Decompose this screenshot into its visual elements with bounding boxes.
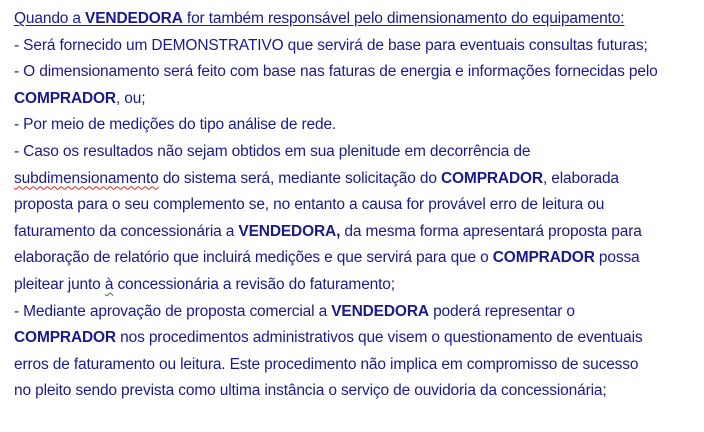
bold-vendedora: VENDEDORA, bbox=[238, 222, 341, 240]
line-text: , elaborada bbox=[542, 169, 619, 187]
paragraph-line-9 bbox=[14, 245, 698, 272]
document-body bbox=[14, 6, 698, 405]
line-text: proposta para o seu complemento se, no entanto a causa for provável erro de leitura ou bbox=[14, 196, 605, 214]
paragraph-line-8 bbox=[14, 219, 698, 246]
line-text: - O dimensionamento será feito com base nas faturas de energia e informações fornecidas pelo bbox=[14, 63, 658, 81]
paragraph-line-5 bbox=[14, 139, 698, 166]
line-text: - Mediante aprovação de proposta comercial a bbox=[14, 302, 332, 320]
line-text: possa bbox=[594, 249, 640, 267]
grammar-flagged-word[interactable]: à bbox=[104, 275, 114, 293]
paragraph-line-3 bbox=[14, 86, 698, 113]
section-heading bbox=[14, 6, 698, 33]
line-text: - Será fornecido um DEMONSTRATIVO que servirá de base para eventuais consultas futuras; bbox=[14, 36, 648, 54]
paragraph-line-1 bbox=[14, 33, 698, 60]
bold-comprador: COMPRADOR bbox=[14, 89, 116, 107]
line-text: concessionária a revisão do faturamento; bbox=[113, 275, 395, 293]
bold-comprador: COMPRADOR bbox=[440, 169, 543, 187]
heading-bold-vendedora: VENDEDORA bbox=[85, 10, 183, 27]
bold-comprador: COMPRADOR bbox=[14, 329, 116, 347]
bold-comprador: COMPRADOR bbox=[492, 249, 595, 267]
line-text: - Por meio de medições do tipo análise de rede. bbox=[14, 116, 337, 134]
line-text: erros de faturamento ou leitura. Este procedimento não implica em compromisso de sucesso bbox=[14, 355, 639, 373]
paragraph-line-13 bbox=[14, 352, 698, 379]
line-text: do sistema será, mediante solicitação do bbox=[158, 169, 441, 187]
line-text: poderá representar o bbox=[428, 302, 575, 320]
line-text: - Caso os resultados não sejam obtidos em sua plenitude em decorrência de bbox=[14, 142, 531, 160]
paragraph-line-6 bbox=[14, 166, 698, 193]
line-text: nos procedimentos administrativos que visem o questionamento de eventuais bbox=[115, 329, 643, 347]
paragraph-line-10 bbox=[14, 272, 698, 299]
line-text: faturamento da concessionária a bbox=[14, 222, 239, 240]
paragraph-line-12 bbox=[14, 325, 698, 352]
line-text: , ou; bbox=[115, 89, 146, 107]
paragraph-line-11 bbox=[14, 299, 698, 326]
line-text: pleitear junto bbox=[14, 275, 105, 293]
line-text: elaboração de relatório que incluirá medições e que servirá para que o bbox=[14, 249, 493, 267]
paragraph-line-7 bbox=[14, 192, 698, 219]
heading-text-pre: Quando a bbox=[14, 10, 86, 27]
line-text: da mesma forma apresentará proposta para bbox=[340, 222, 642, 240]
heading-text-post: for também responsável pelo dimensionamento do equipamento: bbox=[182, 10, 625, 27]
line-text: no pleito sendo prevista como ultima instância o serviço de ouvidoria da concessionária; bbox=[14, 382, 607, 400]
spellcheck-flagged-word[interactable]: subdimensionamento bbox=[14, 169, 159, 187]
bold-vendedora: VENDEDORA bbox=[331, 302, 429, 320]
paragraph-line-4 bbox=[14, 112, 698, 139]
paragraph-line-14 bbox=[14, 378, 698, 405]
paragraph-line-2 bbox=[14, 59, 698, 86]
